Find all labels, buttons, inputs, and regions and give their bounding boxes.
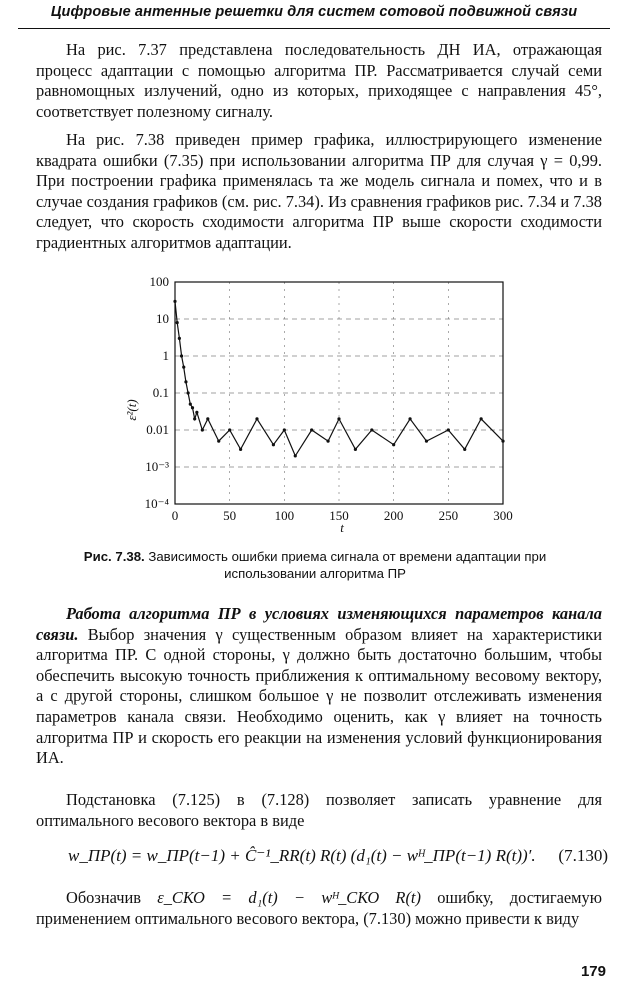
- x-tick-label-0: 0: [171, 508, 179, 523]
- y-tick-label-3: 0.1: [152, 385, 169, 400]
- figure-7-38: [120, 270, 516, 540]
- series-0-point-12: [206, 417, 209, 420]
- series-0-point-22: [337, 417, 340, 420]
- series-0-point-14: [228, 428, 231, 431]
- figure-caption: [60, 548, 570, 582]
- page-number: 179: [580, 963, 606, 980]
- x-tick-label-2: 100: [274, 508, 295, 523]
- equation-7-130: [40, 842, 608, 876]
- series-0-point-29: [463, 448, 466, 451]
- series-0-point-16: [255, 417, 258, 420]
- series-0-point-18: [283, 428, 286, 431]
- series-0-point-9: [193, 417, 196, 420]
- y-tick-labels: [145, 274, 170, 511]
- paragraph-5-end: ошибку, достигаемую применением оптимального весового вектора, (7.130) можно привести к виду: [36, 888, 602, 928]
- series-0-point-13: [217, 440, 220, 443]
- y-tick-label-5: 10⁻³: [145, 459, 169, 474]
- equation-number: (7.130): [558, 846, 608, 865]
- y-tick-label-0: 100: [149, 274, 169, 289]
- series-0-point-28: [447, 428, 450, 431]
- error-chart: [120, 270, 516, 540]
- x-tick-label-6: 300: [493, 508, 513, 523]
- paragraph-3: [36, 604, 602, 769]
- header-rule: [18, 28, 610, 29]
- series-0-point-30: [480, 417, 483, 420]
- y-tick-label-1: 10: [156, 311, 169, 326]
- series-0-point-4: [182, 366, 185, 369]
- series-0-point-2: [178, 337, 181, 340]
- caption-label: Рис. 7.38.: [83, 549, 145, 564]
- running-header: Цифровые антенные решетки для систем сотовой подвижной связи: [50, 4, 578, 20]
- series-0-point-23: [354, 448, 357, 451]
- series-0-point-26: [408, 417, 411, 420]
- series-0-point-17: [272, 443, 275, 446]
- x-tick-label-4: 200: [383, 508, 404, 523]
- y-tick-label-2: 1: [162, 348, 169, 363]
- y-tick-label-6: 10⁻⁴: [144, 496, 169, 511]
- x-tick-label-3: 150: [329, 508, 349, 523]
- y-tick-label-4: 0.01: [146, 422, 169, 437]
- series-0-point-15: [239, 448, 242, 451]
- inline-formula-eps: ε_СКО = d₁(t) − wᴴ_СКО R(t): [157, 888, 421, 907]
- paragraph-5: [36, 888, 602, 929]
- equation-formula: w_ПР(t) = w_ПР(t−1) + Ĉ⁻¹_RR(t) R(t) (d₁(t) − wᴴ_ПР(t−1) R(t))′.: [68, 846, 536, 865]
- x-tick-label-1: 50: [223, 508, 237, 523]
- chart-series: [173, 300, 504, 458]
- series-0-point-8: [191, 406, 194, 409]
- series-0-point-5: [184, 380, 187, 383]
- series-0-point-1: [176, 321, 179, 324]
- section-title: Работа алгоритма ПР в условиях изменяющихся параметров канала связи.: [36, 604, 602, 644]
- x-axis-label: t: [340, 520, 344, 535]
- series-0-point-21: [326, 440, 329, 443]
- paragraph-2: На рис. 7.38 приведен пример графика, иллюстрирующего изменение квадрата ошибки (7.35) при использовании алгоритма ПР для случая γ = 0,99. При построении графика применялась та же модель сигнала и помех, что и в случае создания графиков (см. рис. 7.34). Из сравнения графиков рис. 7.34 и 7.38 следует, что скорость сходимости алгоритма ПР выше скорости сходимости градиентных алгоритмов адаптации.: [36, 130, 602, 252]
- x-tick-label-5: 250: [438, 508, 459, 523]
- caption-text: Зависимость ошибки приема сигнала от времени адаптации при использовании алгоритма ПР: [148, 549, 547, 581]
- series-0-point-7: [189, 403, 192, 406]
- series-0-point-3: [180, 354, 183, 357]
- series-0-point-24: [370, 428, 373, 431]
- paragraph-5-start: Обозначив: [66, 888, 141, 907]
- series-0-point-11: [201, 428, 204, 431]
- chart-grid: [175, 282, 503, 504]
- paragraph-1: На рис. 7.37 представлена последовательность ДН ИА, отражающая процесс адаптации с помощью алгоритма ПР. Рассматривается случай семи равномощных излучений, одно из которых, приходящее с направления 45°, соответствует полезному сигналу.: [36, 40, 602, 121]
- series-0-point-20: [310, 428, 313, 431]
- paragraph-3-body: Выбор значения γ существенным образом влияет на характеристики алгоритма ПР. С одной стороны, γ должно быть достаточно большим, чтобы обеспечить высокую точность приближения к оптимальному весовому вектору, а с другой стороны, слишком большое γ не позволит отслеживать изменения параметров канала связи. Необходимо оценить, как γ влияет на точность алгоритма ПР и скорость его реакции на изменения условий функционирования ИА.: [36, 624, 602, 768]
- series-0-point-6: [187, 391, 190, 394]
- y-axis-label: ε²(t): [124, 399, 139, 421]
- series-0-point-25: [392, 443, 395, 446]
- series-0-point-27: [425, 440, 428, 443]
- series-0-point-10: [195, 411, 198, 414]
- series-0-point-19: [294, 454, 297, 457]
- paragraph-4: Подстановка (7.125) в (7.128) позволяет записать уравнение для оптимального весового вектора в виде: [36, 790, 602, 830]
